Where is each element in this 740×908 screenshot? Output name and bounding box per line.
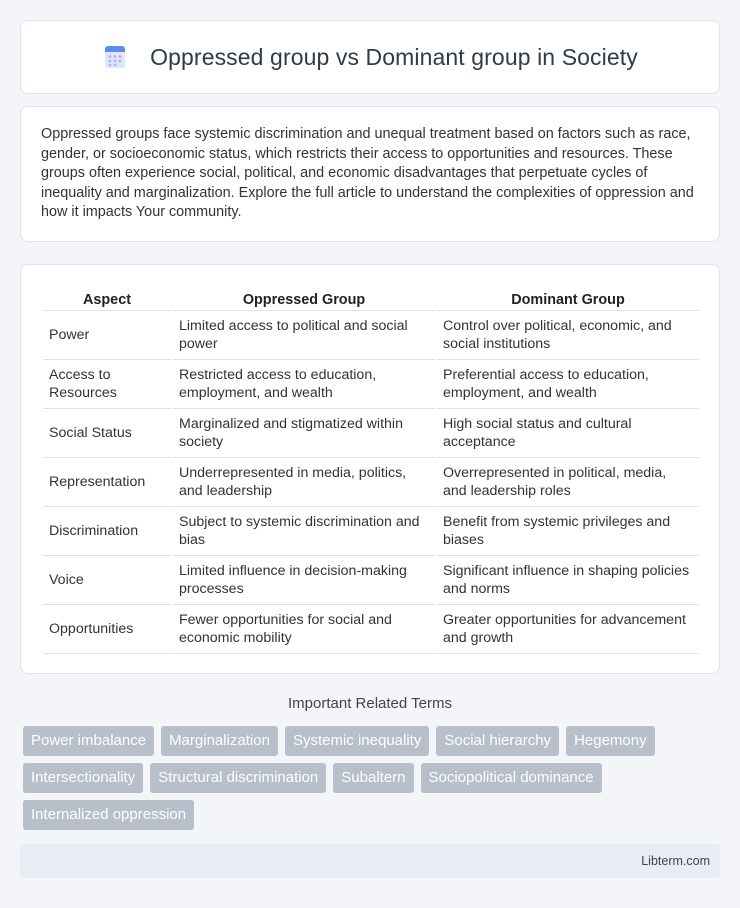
related-term-tag[interactable]: Marginalization	[161, 726, 278, 756]
oppressed-cell: Underrepresented in media, politics, and leadership	[173, 458, 435, 507]
intro-text: Oppressed groups face systemic discrimination and unequal treatment based on factors such as race, gender, or socioeconomic status, which restricts their access to opportunities and resources. These groups often experience social, political, and economic disadvantages that perpetuate cycles of inequality and marginalization. Explore the full article to understand the complexities of oppression and how it impacts Your community.	[41, 126, 694, 220]
table-row	[43, 360, 699, 409]
column-header-oppressed: Oppressed Group	[173, 287, 435, 311]
related-term-tag[interactable]: Hegemony	[566, 726, 655, 756]
related-term-tag[interactable]: Social hierarchy	[436, 726, 559, 756]
related-term-tag[interactable]: Power imbalance	[23, 726, 154, 756]
oppressed-cell: Subject to systemic discrimination and bias	[173, 507, 435, 556]
related-term-tag[interactable]: Structural discrimination	[150, 763, 326, 793]
dominant-cell: Greater opportunities for advancement and growth	[437, 605, 699, 654]
table-row	[43, 311, 699, 360]
page-title: Oppressed group vs Dominant group in Society	[150, 43, 638, 70]
dominant-cell: High social status and cultural acceptance	[437, 409, 699, 458]
oppressed-cell: Fewer opportunities for social and economic mobility	[173, 605, 435, 654]
aspect-cell: Discrimination	[43, 507, 171, 556]
aspect-cell: Social Status	[43, 409, 171, 458]
dominant-cell: Benefit from systemic privileges and biases	[437, 507, 699, 556]
table-row	[43, 458, 699, 507]
dominant-cell: Significant influence in shaping policies and norms	[437, 556, 699, 605]
document-icon	[102, 44, 128, 70]
dominant-cell: Overrepresented in political, media, and leadership roles	[437, 458, 699, 507]
table-header-row	[43, 287, 699, 311]
related-term-tag[interactable]: Internalized oppression	[23, 800, 194, 830]
table-row	[43, 556, 699, 605]
table-row	[43, 605, 699, 654]
dominant-cell: Preferential access to education, employment, and wealth	[437, 360, 699, 409]
related-terms-list	[23, 726, 723, 837]
related-term-tag[interactable]: Systemic inequality	[285, 726, 429, 756]
aspect-cell: Power	[43, 311, 171, 360]
aspect-cell: Access to Resources	[43, 360, 171, 409]
related-term-tag[interactable]: Subaltern	[333, 763, 413, 793]
table-row	[43, 507, 699, 556]
intro-card	[20, 106, 720, 242]
oppressed-cell: Limited access to political and social power	[173, 311, 435, 360]
comparison-card	[20, 264, 720, 674]
oppressed-cell: Restricted access to education, employment, and wealth	[173, 360, 435, 409]
table-row	[43, 409, 699, 458]
comparison-table	[41, 287, 701, 654]
oppressed-cell: Marginalized and stigmatized within society	[173, 409, 435, 458]
oppressed-cell: Limited influence in decision-making processes	[173, 556, 435, 605]
related-term-tag[interactable]: Intersectionality	[23, 763, 143, 793]
footer-site-link[interactable]: Libterm.com	[641, 854, 710, 868]
column-header-dominant: Dominant Group	[437, 287, 699, 311]
related-term-tag[interactable]: Sociopolitical dominance	[421, 763, 602, 793]
aspect-cell: Representation	[43, 458, 171, 507]
aspect-cell: Voice	[43, 556, 171, 605]
footer	[20, 844, 720, 878]
related-terms-title: Important Related Terms	[288, 695, 452, 712]
header-card	[20, 20, 720, 94]
header	[102, 44, 638, 71]
aspect-cell: Opportunities	[43, 605, 171, 654]
column-header-aspect: Aspect	[43, 287, 171, 311]
dominant-cell: Control over political, economic, and social institutions	[437, 311, 699, 360]
